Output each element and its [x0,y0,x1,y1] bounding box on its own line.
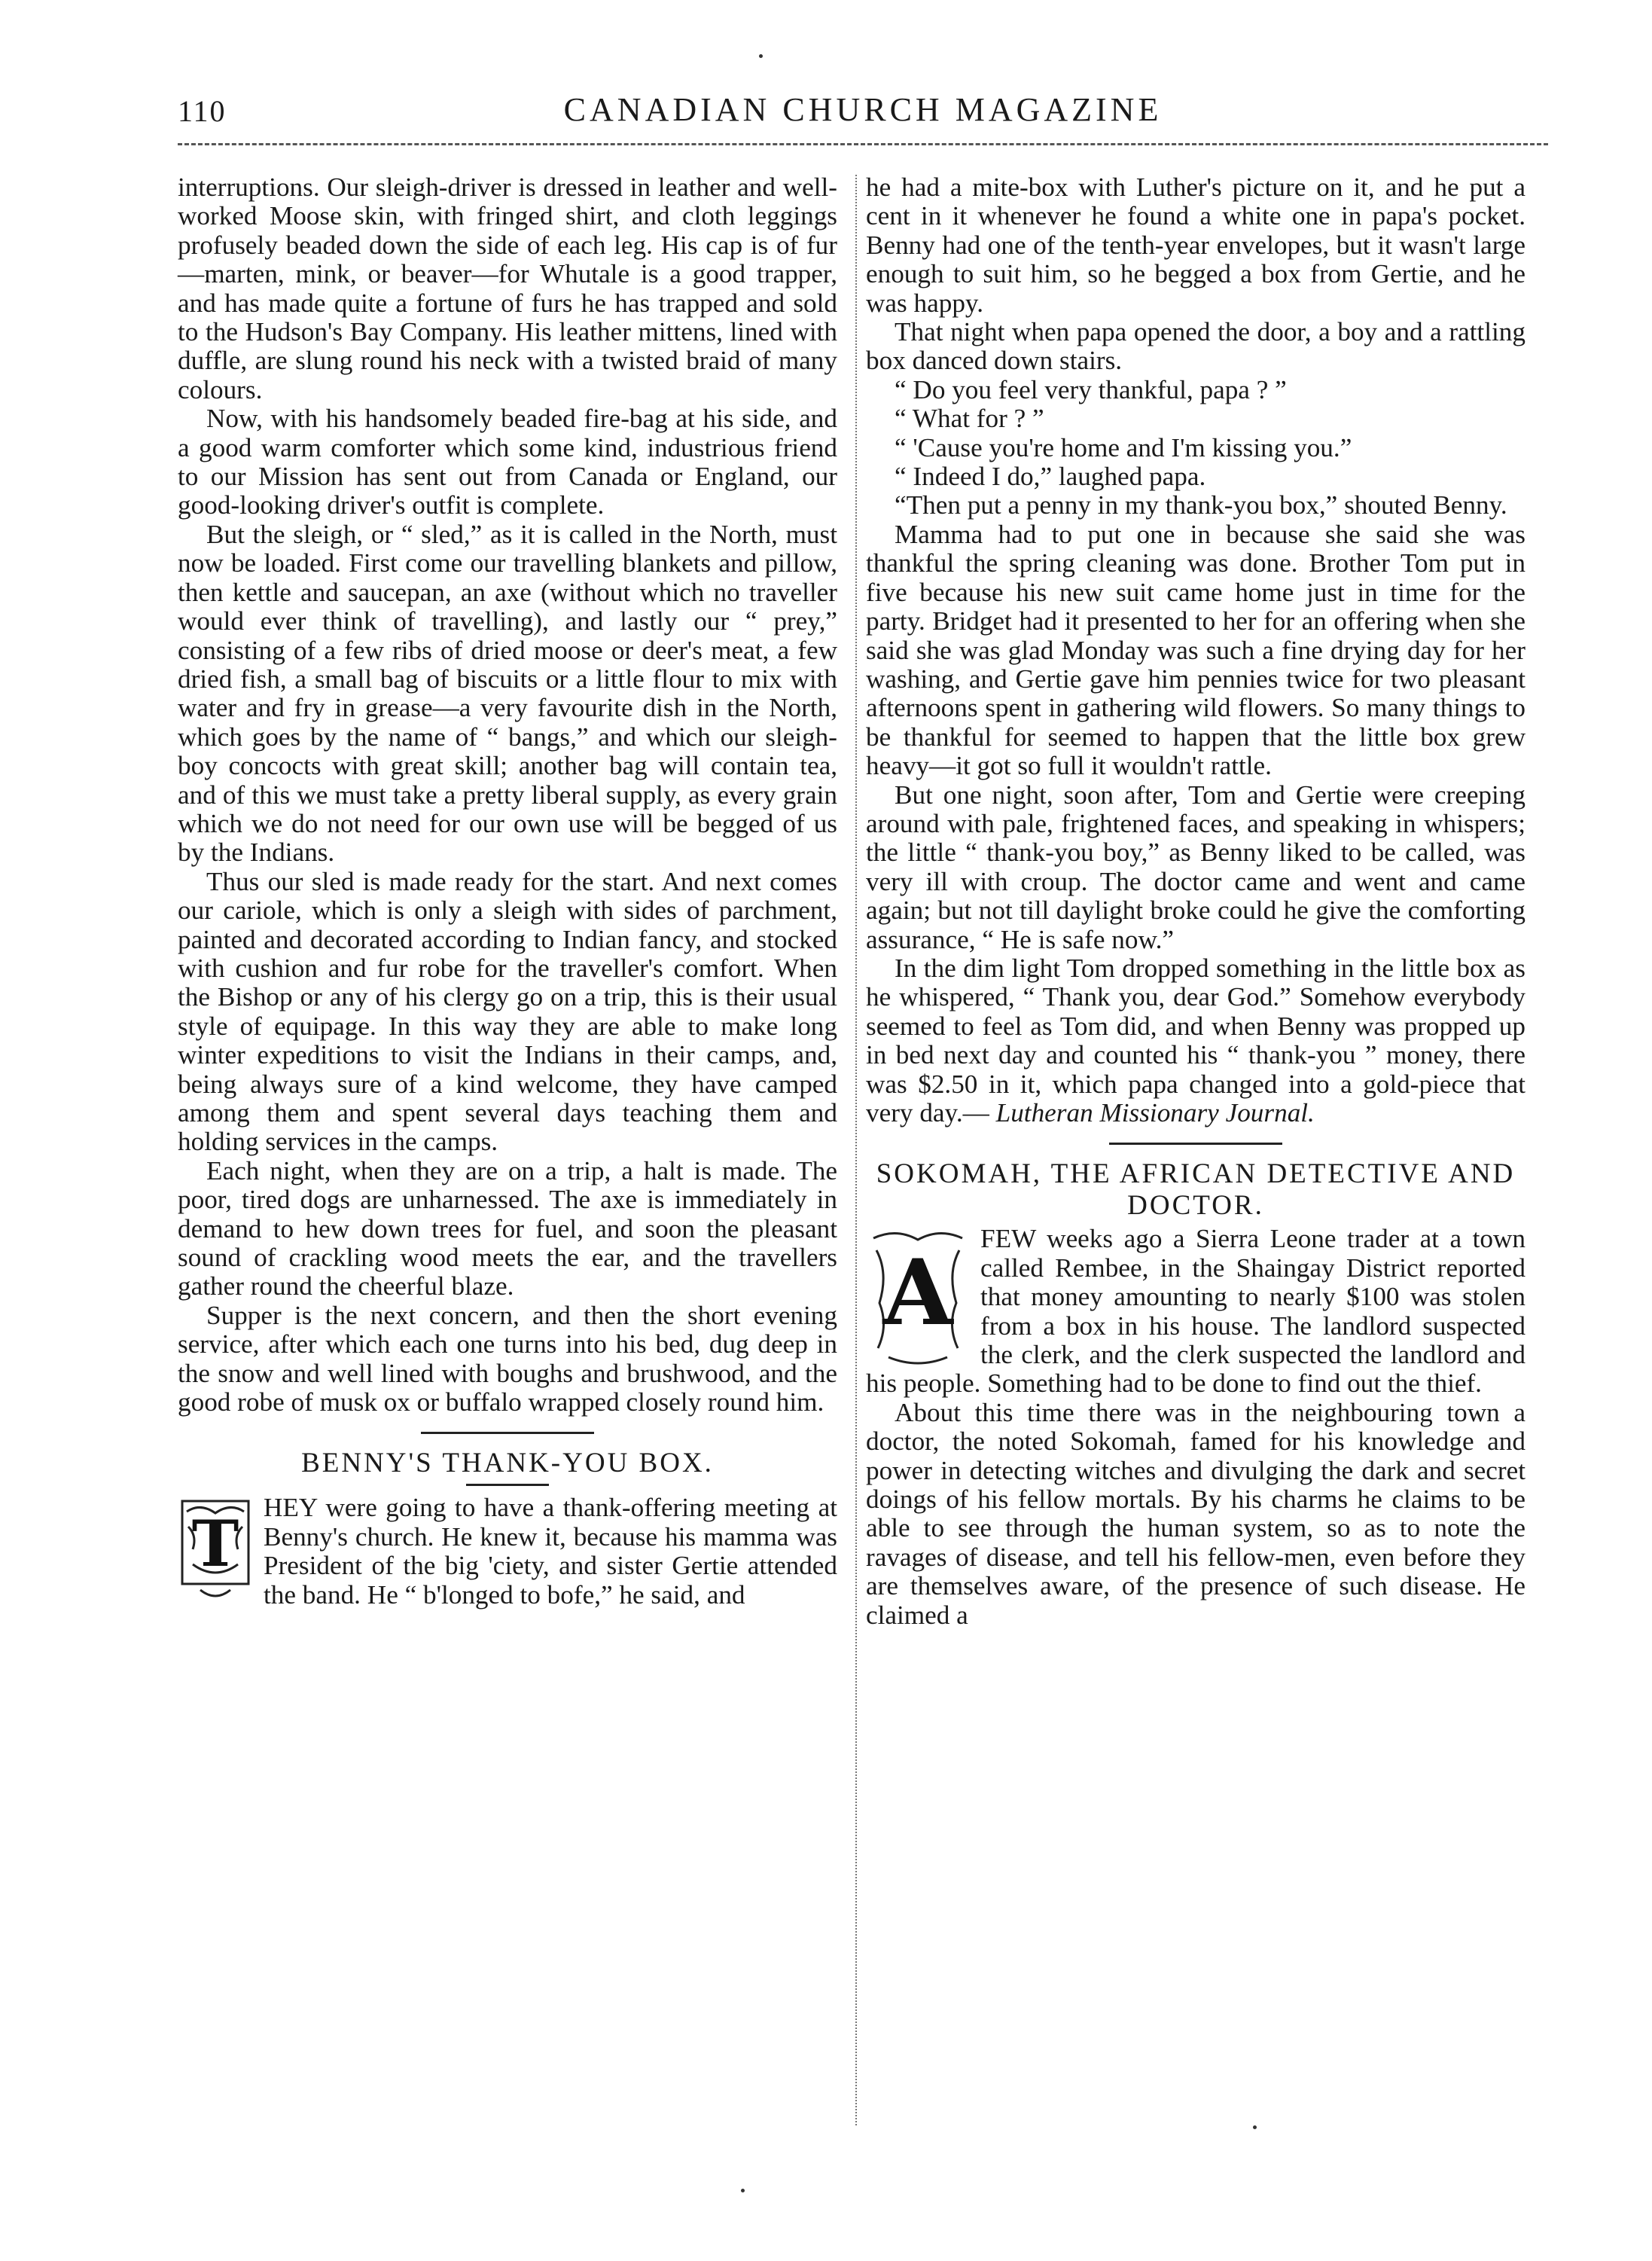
dialogue-line: “ Indeed I do,” laughed papa. [895,462,1206,492]
print-speck [1253,2125,1257,2129]
print-speck [741,2189,745,2192]
page-header [178,84,1548,145]
paragraph: Mamma had to put one in because she said she was thankful the spring cleaning was done. Brother Tom put in five because his new suit came home just in time for the party. Bridget had it presented to her for an offering when she said she was glad Monday was such a fine drying day for her washing, and Gertie gave him pennies twice for two pleasant afternoons spent in gathering wild flowers. So many things to be thankful for seemed to happen that the little box grew heavy—it got so full it wouldn't rattle. [866,519,1526,781]
section-divider [421,1432,594,1434]
running-title: CANADIAN CHURCH MAGAZINE [563,91,1163,128]
dialogue-line: “ 'Cause you're home and I'm kissing you.” [895,432,1352,462]
ornamental-dropcap-a [866,1228,970,1368]
paragraph: Now, with his handsomely beaded fire-bag at his side, and a good warm comforter which some kind, industrious friend to our Mission has sent out from Canada or England, our good-looking driver's outfit is complete. [178,404,837,520]
left-column [178,173,837,1610]
sokomah-heading: SOKOMAH, THE AFRICAN DETECTIVE AND DOCTOR. [876,1158,1516,1222]
dialogue-line: “ Do you feel very thankful, papa ? ” [895,374,1287,404]
column-divider [855,175,857,2125]
benny-heading: BENNY'S THANK-YOU BOX. [301,1448,714,1479]
sokomah-opening-text: FEW weeks ago a Sierra Leone trader at a town called Rembee, in the Shaingay District reported that money amounting to nearly $100 was stolen from a box in his house. The landlord suspected the clerk, and the clerk suspected the landlord and his people. Something had to be done to find out the thief. [866,1224,1526,1399]
dialogue-line: “ What for ? ” [895,404,1044,434]
paragraph: But one night, soon after, Tom and Gertie were creeping around with pale, frightened faces, and speaking in whispers; the little “ thank-you boy,” as Benny liked to be called, was very ill with croup. The doctor came and went and came again; but not till daylight broke could he give the comforting assurance, “ He is safe now.” [866,780,1526,954]
paragraph: That night when papa opened the door, a boy and a rattling box danced down stairs. [866,317,1526,376]
paragraph-text: In the dim light Tom dropped something in the little box as he whispered, “ Thank you, dear God.” Somehow everybody seemed to feel as Tom did, and when Benny was propped up in bed next day and counted his “ thank-you ” money, there was $2.50 in it, which papa changed into a gold-piece that very day.— [866,953,1526,1127]
paragraph: Supper is the next concern, and then the short evening service, after which each one turns into his bed, dug deep in the snow and well lined with boughs and brushwood, and the good robe of musk ox or buffalo wrapped closely round him. [178,1300,837,1417]
benny-opening-text: HEY were going to have a thank-offering meeting at Benny's church. He knew it, because his mamma was President of the big 'ciety, and sister Gertie attended the band. He “ b'longed to bofe,” he said, and [264,1493,837,1610]
sokomah-opening-paragraph [866,1225,1526,1398]
header-rule [178,143,1548,145]
paragraph: interruptions. Our sleigh-driver is dressed in leather and well-worked Moose skin, with fringed shirt, and cloth leggings profusely beaded down the side of each leg. His cap is of fur—marten, mink, or beaver—for Whutale is a good trapper, and has made quite a fortune of furs he has trapped and sold to the Hudson's Bay Company. His leather mittens, lined with duffle, are slung round his neck with a twisted braid of many colours. [178,172,837,404]
section-divider [1109,1143,1282,1145]
source-citation: Lutheran Missionary Journal. [995,1098,1315,1127]
right-column [866,173,1526,1630]
paragraph: Each night, when they are on a trip, a halt is made. The poor, tired dogs are unharnessed. The axe is immediately in demand to hew down trees for fuel, and soon the pleasant sound of crackling wood meets the ear, and the travellers gather round the cheerful blaze. [178,1155,837,1301]
benny-opening-paragraph [178,1494,837,1610]
paragraph: About this time there was in the neighbouring town a doctor, the noted Sokomah, famed for his knowledge and power in detecting witches and divulging the dark and secret doings of his fellow mortals. By his charms he claims to be able to see through the human system, so as to note the ravages of disease, and tell his fellow-men, even before they are themselves aware, of the presence of such disease. He claimed a [866,1397,1526,1630]
ornamental-dropcap-t [178,1497,253,1606]
svg-text:T: T [191,1506,239,1582]
paragraph: Thus our sled is made ready for the start. And next comes our cariole, which is only a sleigh with sides of parchment, painted and decorated according to Indian fancy, and stocked with cushion and fur robe for the traveller's comfort. When the Bishop or any of his clergy go on a trip, this is their usual style of equipage. In this way they are able to make long winter expeditions to visit the Indians in their camps, and, being always sure of a kind welcome, they have camped among them and spent several days teaching them and holding services in the camps. [178,866,837,1157]
page-number: 110 [178,94,227,128]
paragraph: he had a mite-box with Luther's picture on it, and he put a cent in it whenever he found a white one in papa's pocket. Benny had one of the tenth-year envelopes, but it wasn't large enough to suit him, so he begged a box from Gertie, and he was happy. [866,172,1526,318]
print-speck [759,54,763,58]
dialogue-line: “Then put a penny in my thank-you box,” shouted Benny. [895,490,1507,520]
paragraph [866,954,1526,1127]
svg-text:A: A [882,1240,953,1347]
paragraph: But the sleigh, or “ sled,” as it is called in the North, must now be loaded. First come our travelling blankets and pillow, then kettle and saucepan, an axe (without which no traveller would ever think of travelling), and lastly our “ prey,” consisting of a few ribs of dried moose or deer's meat, a few dried fish, a small bag of biscuits or a little flour to mix with water and fry in grease—a very favourite dish in the North, which goes by the name of “ bangs,” and which our sleigh-boy concocts with great skill; another bag will contain tea, and of this we must take a pretty liberal supply, as every grain which we do not need for our own use will be begged of us by the Indians. [178,519,837,868]
heading-rule [466,1484,549,1486]
